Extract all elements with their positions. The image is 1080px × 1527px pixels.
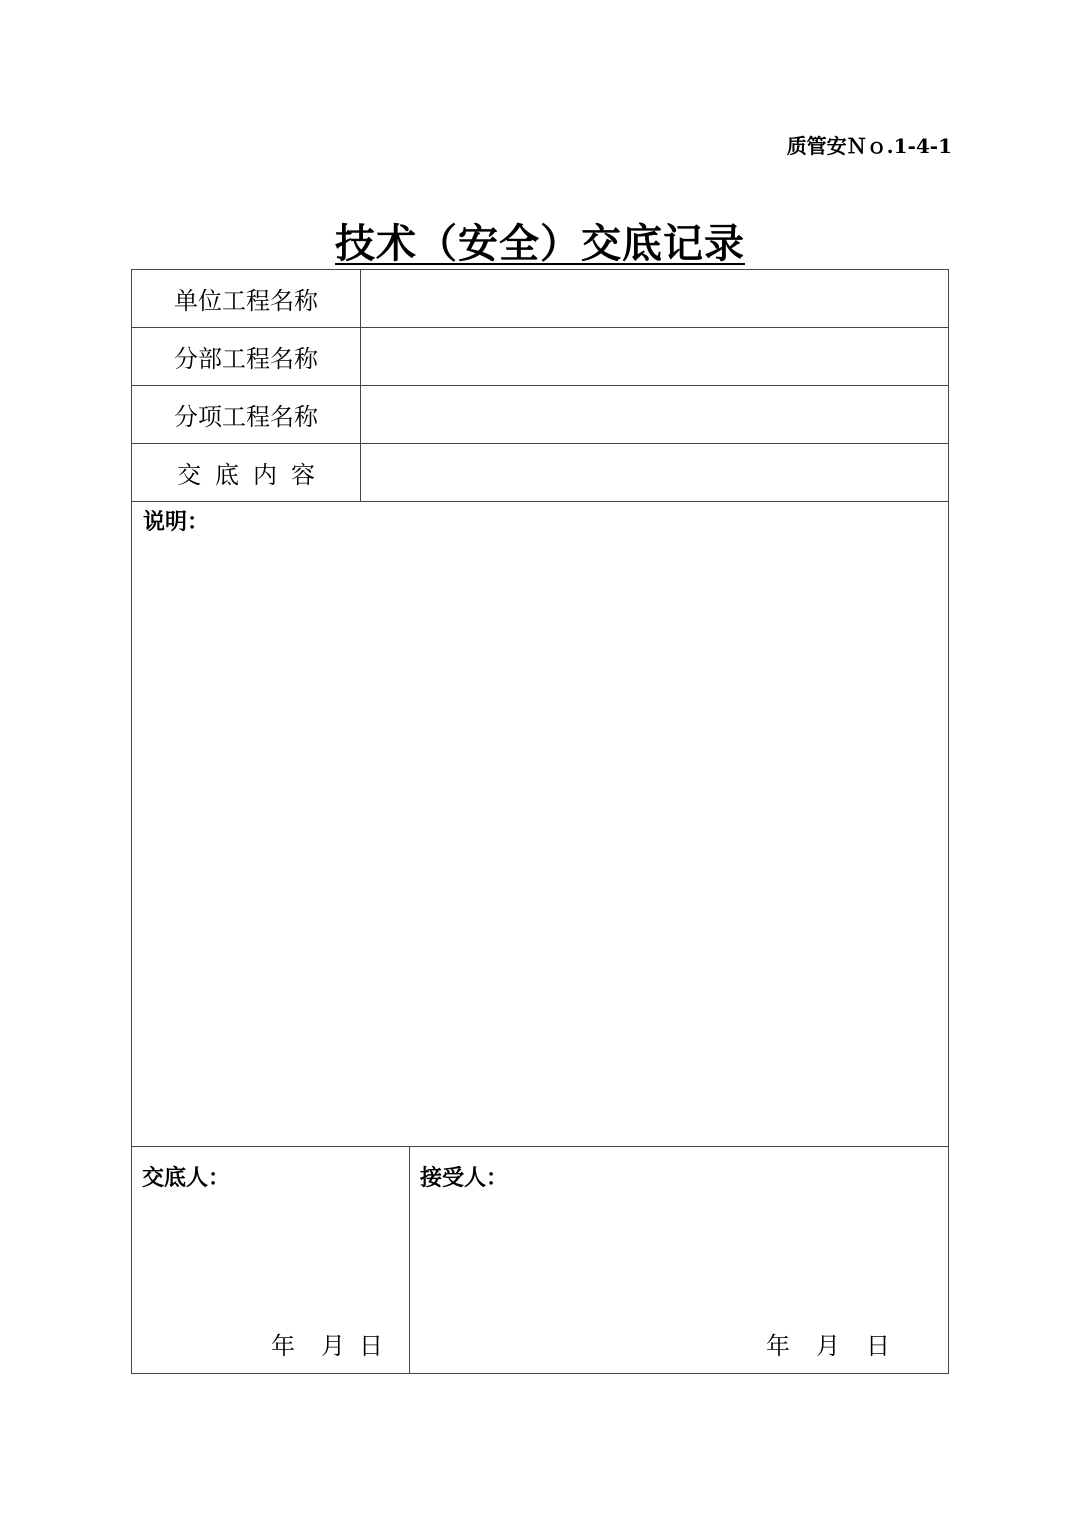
year-label: 年: [766, 1332, 790, 1360]
division-project-label: 分部工程名称: [132, 328, 361, 385]
item-project-field[interactable]: [361, 386, 948, 443]
division-project-field[interactable]: [361, 328, 948, 385]
year-label: 年: [271, 1332, 295, 1360]
form-row-division-project: [132, 328, 948, 386]
title-text: 技术（安全）交底记录: [335, 220, 745, 267]
day-label: 日: [359, 1332, 383, 1360]
item-project-label: 分项工程名称: [132, 386, 361, 443]
discloser-signature-cell[interactable]: [132, 1147, 410, 1373]
document-number: 质管安Ｎｏ.1-4-1: [786, 134, 952, 158]
disclosure-content-label: 交底内容: [132, 444, 361, 501]
discloser-label: 交底人：: [142, 1165, 231, 1191]
receiver-label: 接受人：: [420, 1165, 509, 1191]
form-row-disclosure-content: [132, 444, 948, 502]
disclosure-form: [131, 269, 949, 1374]
page-title: [0, 212, 1080, 269]
month-label: 月: [816, 1332, 840, 1360]
unit-project-label: 单位工程名称: [132, 270, 361, 327]
disclosure-content-field[interactable]: [361, 444, 948, 501]
notes-area[interactable]: [132, 501, 948, 1147]
form-row-unit-project: [132, 270, 948, 328]
notes-label: 说明：: [143, 509, 210, 535]
discloser-date: [271, 1326, 383, 1361]
month-label: 月: [321, 1332, 345, 1360]
form-row-item-project: [132, 386, 948, 444]
receiver-date: [766, 1326, 890, 1361]
receiver-signature-cell[interactable]: [410, 1147, 948, 1373]
day-label: 日: [866, 1332, 890, 1360]
unit-project-field[interactable]: [361, 270, 948, 327]
